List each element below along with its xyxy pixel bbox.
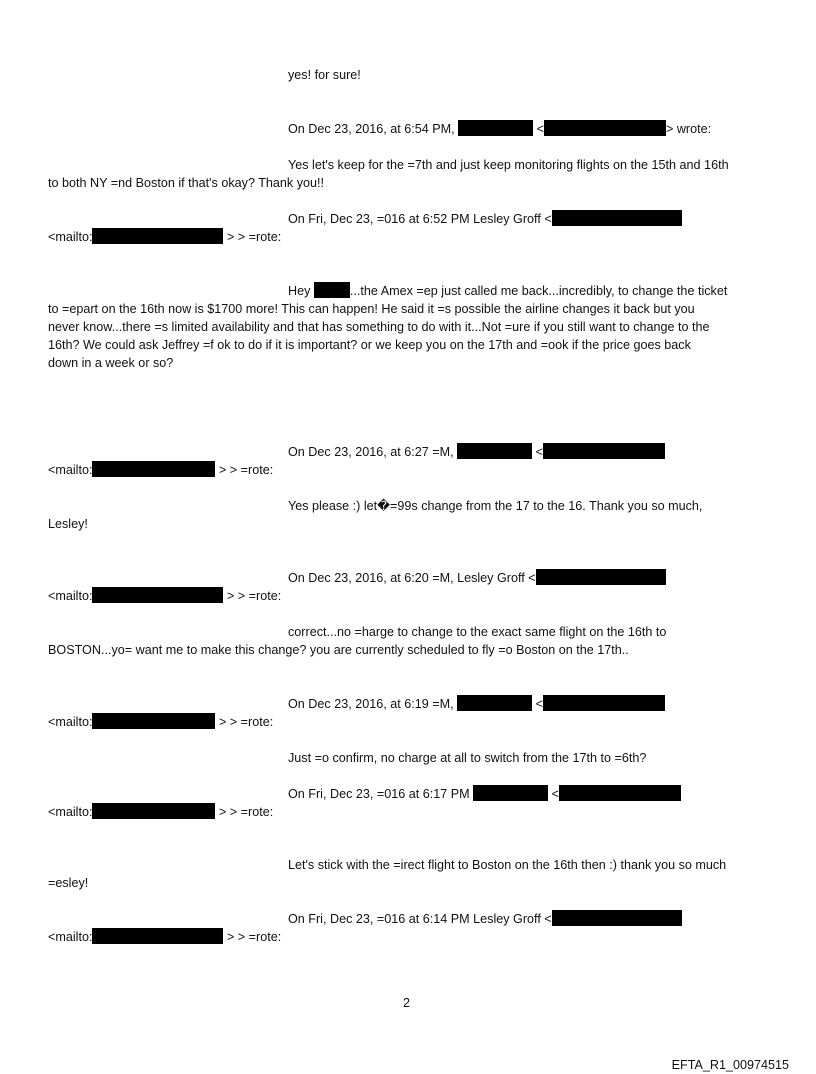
redaction-block [458,120,533,136]
header-text: On Dec 23, 2016, at 6:27 =M, [288,445,454,459]
header-text: On Dec 23, 2016, at 6:19 =M, [288,697,454,711]
redaction-block [559,785,681,801]
header-text: On Fri, Dec 23, =016 at 6:52 PM Lesley Groff < [288,212,552,226]
mailto-line [48,587,281,605]
email-line: Just =o confirm, no charge at all to switch from the 17th to =6th? [288,751,647,765]
redaction-block [473,785,548,801]
document-id: EFTA_R1_00974515 [671,1058,789,1072]
redaction-block [543,443,665,459]
redaction-block [92,803,215,819]
mailto-text: <mailto: [48,930,93,944]
rote-text: > > =rote: [226,230,282,244]
header-line [288,120,711,138]
header-text: On Dec 23, 2016, at 6:20 =M, Lesley Groff < [288,571,536,585]
mailto-line [48,228,281,246]
redaction-block [457,695,532,711]
rote-text: > > =rote: [226,589,282,603]
rote-text: > > =rote: [218,715,274,729]
mailto-text: <mailto: [48,230,93,244]
email-line: down in a week or so? [48,356,174,370]
header-line [288,569,666,587]
redaction-block [552,910,682,926]
email-line: =esley! [48,876,89,890]
redaction-block [552,210,682,226]
email-line: to =epart on the 16th now is $1700 more! This can happen! He said it =s possible the airline changes it back but you [48,302,695,316]
header-text: On Fri, Dec 23, =016 at 6:14 PM Lesley Groff < [288,912,552,926]
mailto-text: <mailto: [48,715,93,729]
header-line [288,910,682,928]
hey-text: Hey [288,284,311,298]
redaction-block [543,695,665,711]
redaction-block [92,713,215,729]
email-line: yes! for sure! [288,68,361,82]
lt-symbol: < [535,445,543,459]
mailto-line [48,461,273,479]
email-line: Yes let's keep for the =7th and just keep monitoring flights on the 15th and 16th [288,158,729,172]
redaction-block [544,120,666,136]
header-text: On Fri, Dec 23, =016 at 6:17 PM [288,787,470,801]
email-line: to both NY =nd Boston if that's okay? Thank you!! [48,176,325,190]
header-line [288,282,727,300]
header-line [288,443,665,461]
header-line [288,785,681,803]
email-line: never know...there =s limited availability and that has something to do with it...Not =ure if you still want to change to the [48,320,710,334]
header-line [288,695,665,713]
lt-symbol: < [536,122,544,136]
redaction-block [457,443,532,459]
hey-text: ...the Amex =ep just called me back...incredibly, to change the ticket [349,284,728,298]
email-line: correct...no =harge to change to the exact same flight on the 16th to [288,625,667,639]
page-number: 2 [403,996,411,1010]
redaction-block [92,587,223,603]
mailto-text: <mailto: [48,589,93,603]
email-line: BOSTON...yo= want me to make this change? you are currently scheduled to fly =o Boston on the 17th.. [48,643,629,657]
header-text: On Dec 23, 2016, at 6:54 PM, [288,122,455,136]
rote-text: > > =rote: [218,463,274,477]
mailto-text: <mailto: [48,805,93,819]
lt-symbol: < [551,787,560,801]
lt-symbol: < [535,697,543,711]
email-line: Let's stick with the =irect flight to Boston on the 16th then :) thank you so much [288,858,727,872]
header-text: > wrote: [665,122,712,136]
email-line: Yes please :) let�=99s change from the 17 to the 16. Thank you so much, [288,499,703,513]
rote-text: > > =rote: [218,805,274,819]
mailto-line [48,928,281,946]
header-line [288,210,682,228]
redaction-block [314,282,350,298]
mailto-line [48,713,273,731]
redaction-block [92,461,215,477]
mailto-line [48,803,273,821]
rote-text: > > =rote: [226,930,282,944]
redaction-block [92,928,223,944]
email-line: Lesley! [48,517,88,531]
email-line: 16th? We could ask Jeffrey =f ok to do if it is important? or we keep you on the 17th and =ook if the price goes back [48,338,691,352]
redaction-block [536,569,666,585]
redaction-block [92,228,223,244]
mailto-text: <mailto: [48,463,93,477]
